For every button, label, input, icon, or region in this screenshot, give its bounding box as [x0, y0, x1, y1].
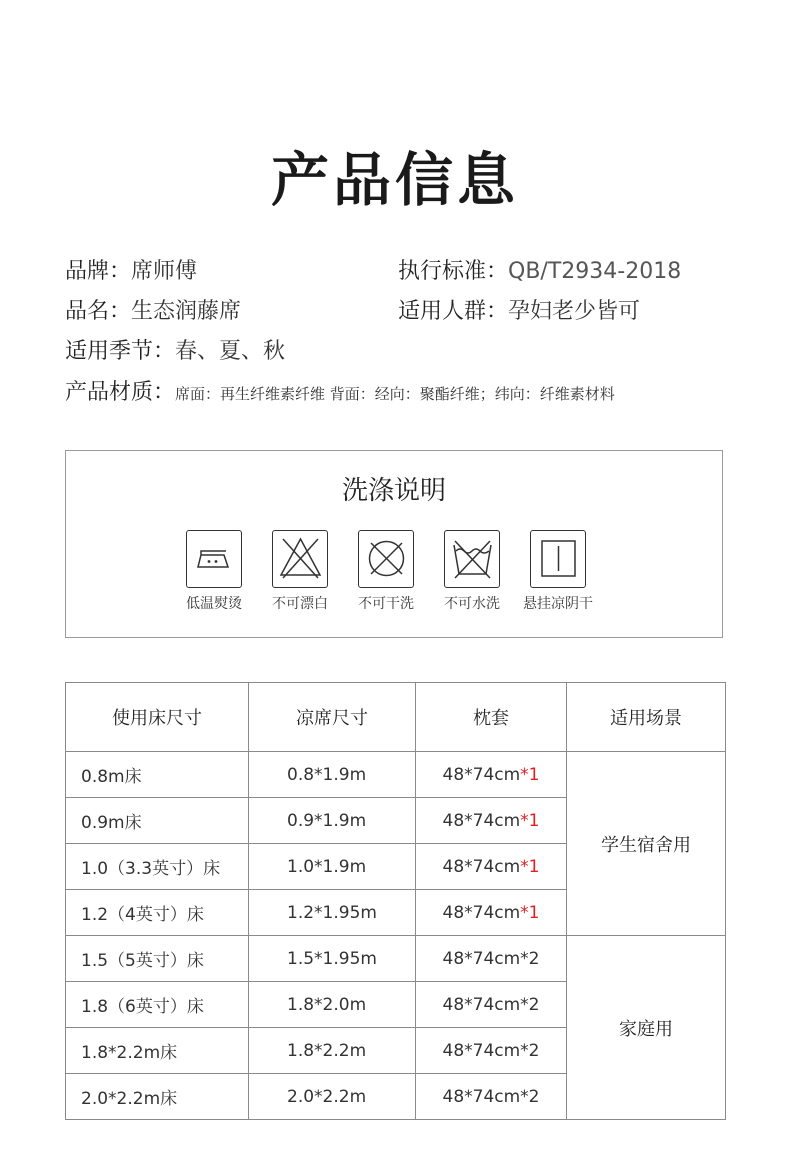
header-bed-size: 使用床尺寸 [66, 683, 249, 752]
scene-cell-home: 家庭用 [567, 936, 726, 1120]
mat-size-cell: 2.0*2.2m [249, 1074, 416, 1120]
no-dry-clean-icon [358, 530, 414, 588]
season-row [65, 337, 285, 367]
pillowcase-qty: *1 [520, 902, 540, 923]
mat-size-cell: 1.2*1.95m [249, 890, 416, 936]
wash-label-iron: 低温熨烫 [186, 596, 242, 612]
audience-row [398, 297, 640, 327]
standard-label: 执行标准： [398, 259, 509, 284]
table-row [66, 752, 726, 798]
wash-item-dry-clean [343, 530, 429, 613]
pillowcase-cell [416, 982, 567, 1028]
wash-label-water: 不可水洗 [444, 596, 500, 612]
wash-label-dry: 悬挂凉阴干 [523, 596, 593, 612]
wash-label-dry-clean: 不可干洗 [358, 596, 414, 612]
standard-row [398, 257, 681, 287]
header-mat-size: 凉席尺寸 [249, 683, 416, 752]
pillowcase-qty: *2 [520, 948, 540, 969]
audience-label: 适用人群： [398, 299, 509, 324]
wash-item-iron [171, 530, 257, 613]
brand-row [65, 257, 197, 287]
pillowcase-qty: *1 [520, 856, 540, 877]
material-value: 席面：再生纤维素纤维 背面：经向：聚酯纤维；纬向：纤维素材料 [175, 385, 615, 403]
pillowcase-cell [416, 890, 567, 936]
pillowcase-cell [416, 1074, 567, 1120]
pillowcase-cell [416, 936, 567, 982]
bed-size-cell: 1.5（5英寸）床 [66, 936, 249, 982]
wash-label-bleach: 不可漂白 [272, 596, 328, 612]
no-wash-icon [444, 530, 500, 588]
material-label: 产品材质： [65, 380, 176, 405]
pillowcase-size: 48*74cm [442, 764, 521, 785]
season-value: 春、夏、秋 [175, 339, 286, 364]
washing-instructions-panel [65, 450, 723, 638]
table-row [66, 936, 726, 982]
bed-size-cell: 0.9m床 [66, 798, 249, 844]
size-table [65, 682, 726, 1120]
pillowcase-cell [416, 798, 567, 844]
bed-size-cell: 1.2（4英寸）床 [66, 890, 249, 936]
table-header-row [66, 683, 726, 752]
wash-item-dry [515, 530, 601, 613]
pillowcase-qty: *2 [520, 1086, 540, 1107]
pillowcase-size: 48*74cm [442, 810, 521, 831]
pillowcase-qty: *2 [520, 1040, 540, 1061]
audience-value: 孕妇老少皆可 [508, 299, 641, 324]
bed-size-cell: 1.8（6英寸）床 [66, 982, 249, 1028]
bed-size-cell: 1.0（3.3英寸）床 [66, 844, 249, 890]
mat-size-cell: 1.8*2.2m [249, 1028, 416, 1074]
pillowcase-cell [416, 752, 567, 798]
mat-size-cell: 0.9*1.9m [249, 798, 416, 844]
washing-title: 洗涤说明 [341, 476, 446, 506]
no-bleach-icon [272, 530, 328, 588]
header-pillowcase: 枕套 [416, 683, 567, 752]
pillowcase-size: 48*74cm [442, 1040, 521, 1061]
product-name-row [65, 297, 241, 327]
line-dry-shade-icon [530, 530, 586, 588]
pillowcase-size: 48*74cm [442, 902, 521, 923]
bed-size-cell: 0.8m床 [66, 752, 249, 798]
low-temp-iron-icon [186, 530, 242, 588]
product-name-value: 生态润藤席 [131, 299, 242, 324]
mat-size-cell: 1.0*1.9m [249, 844, 416, 890]
pillowcase-qty: *2 [520, 994, 540, 1015]
pillowcase-size: 48*74cm [442, 994, 521, 1015]
brand-label: 品牌： [65, 259, 132, 284]
bed-size-cell: 1.8*2.2m床 [66, 1028, 249, 1074]
pillowcase-qty: *1 [520, 810, 540, 831]
pillowcase-cell [416, 844, 567, 890]
scene-cell-dorm: 学生宿舍用 [567, 752, 726, 936]
pillowcase-size: 48*74cm [442, 948, 521, 969]
pillowcase-size: 48*74cm [442, 856, 521, 877]
header-scene: 适用场景 [567, 683, 726, 752]
pillowcase-qty: *1 [520, 764, 540, 785]
pillowcase-size: 48*74cm [442, 1086, 521, 1107]
mat-size-cell: 0.8*1.9m [249, 752, 416, 798]
product-name-label: 品名： [65, 299, 132, 324]
material-row [65, 378, 615, 409]
standard-value: QB/T2934-2018 [508, 259, 682, 284]
season-label: 适用季节： [65, 339, 176, 364]
page-title: 产品信息 [270, 146, 519, 214]
wash-item-bleach [257, 530, 343, 613]
brand-value: 席师傅 [131, 259, 198, 284]
mat-size-cell: 1.5*1.95m [249, 936, 416, 982]
pillowcase-cell [416, 1028, 567, 1074]
bed-size-cell: 2.0*2.2m床 [66, 1074, 249, 1120]
wash-item-water [429, 530, 515, 613]
mat-size-cell: 1.8*2.0m [249, 982, 416, 1028]
